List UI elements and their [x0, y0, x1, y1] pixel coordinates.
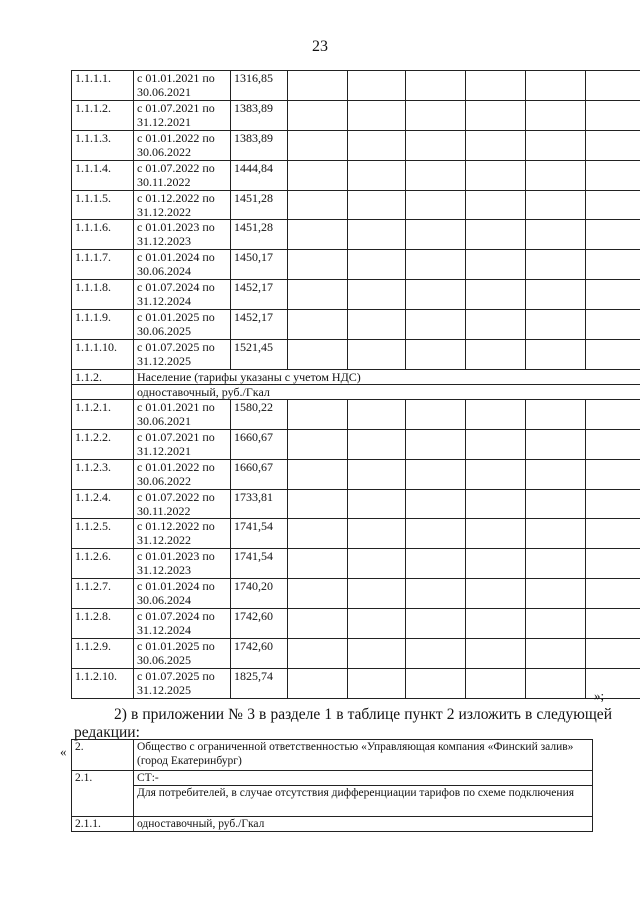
- empty-cell: [586, 429, 640, 459]
- empty-cell: [466, 609, 526, 639]
- empty-cell: [348, 130, 406, 160]
- empty-cell: [288, 100, 348, 130]
- table-row: [72, 310, 640, 340]
- empty-cell: [348, 310, 406, 340]
- section-title: Население (тарифы указаны с учетом НДС): [134, 369, 640, 384]
- table-row: [72, 429, 640, 459]
- empty-cell: [406, 190, 466, 220]
- row-period: с 01.07.2025 по 31.12.2025: [134, 668, 231, 698]
- empty-cell: [288, 459, 348, 489]
- empty-cell: [466, 489, 526, 519]
- empty-cell: [526, 609, 586, 639]
- table-row: [72, 399, 640, 429]
- row-value: 1521,45: [231, 340, 288, 370]
- row-period: с 01.01.2024 по 30.06.2024: [134, 579, 231, 609]
- row-code: 1.1.2.3.: [72, 459, 134, 489]
- empty-cell: [288, 579, 348, 609]
- empty-cell: [406, 130, 466, 160]
- rate-label: одноставочный, руб./Гкал: [134, 817, 593, 832]
- empty-cell: [466, 579, 526, 609]
- table-row: [72, 459, 640, 489]
- row-period: с 01.07.2022 по 30.11.2022: [134, 489, 231, 519]
- empty-cell: [586, 130, 640, 160]
- opening-quote: «: [60, 744, 67, 759]
- row-code: 1.1.2.2.: [72, 429, 134, 459]
- empty-cell: [288, 190, 348, 220]
- empty-cell: [586, 190, 640, 220]
- row-code: 1.1.2.5.: [72, 519, 134, 549]
- empty-cell: [586, 399, 640, 429]
- empty-cell: [526, 429, 586, 459]
- empty-cell: [586, 489, 640, 519]
- row-code: 1.1.1.6.: [72, 220, 134, 250]
- empty-cell: [586, 160, 640, 190]
- empty-cell: [466, 250, 526, 280]
- empty-cell: [526, 190, 586, 220]
- empty-cell: [406, 280, 466, 310]
- row-value: 1660,67: [231, 429, 288, 459]
- row-code: 1.1.1.10.: [72, 340, 134, 370]
- row-code: 1.1.1.4.: [72, 160, 134, 190]
- row-code: 1.1.1.2.: [72, 100, 134, 130]
- row-value: 1452,17: [231, 280, 288, 310]
- row-value: 1451,28: [231, 190, 288, 220]
- empty-cell: [466, 668, 526, 698]
- page-number: 23: [312, 38, 328, 55]
- empty-cell: [348, 668, 406, 698]
- empty-cell: [466, 130, 526, 160]
- tariff-rows-b: [72, 399, 640, 698]
- empty-cell: [288, 220, 348, 250]
- table-row: [72, 668, 640, 698]
- empty-cell: [348, 459, 406, 489]
- empty-cell: [406, 519, 466, 549]
- company-name: Общество с ограниченной ответственностью «Управляющая компания «Финский залив» (город Екатеринбург): [134, 740, 593, 771]
- empty-cell: [526, 668, 586, 698]
- empty-cell: [288, 549, 348, 579]
- empty-cell: [586, 310, 640, 340]
- section-header: [72, 369, 640, 399]
- row-value: 1450,17: [231, 250, 288, 280]
- empty-cell: [466, 190, 526, 220]
- row-code: 1.1.2.8.: [72, 609, 134, 639]
- empty-cell: [288, 250, 348, 280]
- row-value: 1580,22: [231, 399, 288, 429]
- empty-cell: [526, 579, 586, 609]
- empty-cell: [406, 250, 466, 280]
- closing-quote: »;: [594, 688, 605, 703]
- empty-cell: [466, 340, 526, 370]
- empty-cell: [348, 549, 406, 579]
- empty-cell: [526, 519, 586, 549]
- empty-cell: [586, 519, 640, 549]
- row-period: с 01.07.2024 по 31.12.2024: [134, 280, 231, 310]
- row-period: с 01.07.2021 по 31.12.2021: [134, 429, 231, 459]
- empty-cell: [406, 639, 466, 669]
- system-code: 2.1.: [72, 771, 134, 817]
- empty-cell: [406, 71, 466, 101]
- empty-cell: [406, 340, 466, 370]
- row-period: с 01.07.2021 по 31.12.2021: [134, 100, 231, 130]
- empty-cell: [466, 639, 526, 669]
- empty-cell: [406, 668, 466, 698]
- empty-cell: [586, 71, 640, 101]
- empty-cell: [466, 100, 526, 130]
- empty-cell: [466, 71, 526, 101]
- row-value: 1452,17: [231, 310, 288, 340]
- empty-cell: [586, 579, 640, 609]
- row-code: 1.1.2.1.: [72, 399, 134, 429]
- empty-cell: [348, 160, 406, 190]
- table-row: [72, 340, 640, 370]
- empty-cell: [288, 160, 348, 190]
- empty-cell: [288, 609, 348, 639]
- empty-cell: [466, 220, 526, 250]
- empty-cell: [466, 549, 526, 579]
- amendment-paragraph-line1: 2) в приложении № 3 в разделе 1 в таблице пункт 2 изложить в следующей: [114, 706, 612, 723]
- empty-cell: [586, 459, 640, 489]
- row-value: 1825,74: [231, 668, 288, 698]
- row-period: с 01.12.2022 по 31.12.2022: [134, 190, 231, 220]
- table-row: [72, 71, 640, 101]
- empty-cell: [288, 130, 348, 160]
- table-row: [72, 549, 640, 579]
- row-code: 1.1.1.7.: [72, 250, 134, 280]
- row-code: 1.1.2.10.: [72, 668, 134, 698]
- row-code: 1.1.1.1.: [72, 71, 134, 101]
- system-label: СТ:-: [134, 771, 593, 786]
- empty-cell: [288, 71, 348, 101]
- empty-cell: [526, 340, 586, 370]
- section-code: 1.1.2.: [72, 369, 134, 384]
- empty-cell: [348, 489, 406, 519]
- row-value: 1316,85: [231, 71, 288, 101]
- empty-cell: [466, 310, 526, 340]
- empty-cell: [586, 280, 640, 310]
- row-period: с 01.07.2025 по 31.12.2025: [134, 340, 231, 370]
- empty-cell: [406, 549, 466, 579]
- company-code: 2.: [72, 740, 134, 771]
- row-code: 1.1.1.3.: [72, 130, 134, 160]
- row-period: с 01.07.2024 по 31.12.2024: [134, 609, 231, 639]
- row-period: с 01.12.2022 по 31.12.2022: [134, 519, 231, 549]
- row-value: 1451,28: [231, 220, 288, 250]
- row-period: с 01.01.2021 по 30.06.2021: [134, 399, 231, 429]
- table-row: [72, 130, 640, 160]
- empty-cell: [288, 668, 348, 698]
- empty-cell: [586, 250, 640, 280]
- empty-cell: [288, 519, 348, 549]
- tariff-table: [71, 70, 640, 699]
- row-period: с 01.01.2025 по 30.06.2025: [134, 310, 231, 340]
- row-code: 1.1.1.8.: [72, 280, 134, 310]
- row-value: 1741,54: [231, 519, 288, 549]
- empty-cell: [526, 310, 586, 340]
- empty-cell: [466, 519, 526, 549]
- row-code: 1.1.1.5.: [72, 190, 134, 220]
- empty-cell: [348, 71, 406, 101]
- amendment-paragraph-line2: редакции:: [74, 724, 140, 741]
- empty-cell: [466, 280, 526, 310]
- table-row: [72, 280, 640, 310]
- empty-cell: [586, 100, 640, 130]
- row-value: 1383,89: [231, 130, 288, 160]
- table-row: [72, 190, 640, 220]
- company-table: [71, 739, 593, 832]
- row-value: 1383,89: [231, 100, 288, 130]
- empty-cell: [526, 130, 586, 160]
- empty-cell: [586, 220, 640, 250]
- empty-cell: [466, 399, 526, 429]
- empty-cell: [348, 340, 406, 370]
- row-value: 1742,60: [231, 609, 288, 639]
- empty-cell: [348, 609, 406, 639]
- empty-cell: [526, 71, 586, 101]
- empty-cell: [348, 250, 406, 280]
- rate-code: 2.1.1.: [72, 817, 134, 832]
- row-period: с 01.01.2022 по 30.06.2022: [134, 459, 231, 489]
- empty-cell: [406, 100, 466, 130]
- empty-cell: [466, 160, 526, 190]
- row-value: 1660,67: [231, 459, 288, 489]
- table-row: [72, 639, 640, 669]
- row-value: 1742,60: [231, 639, 288, 669]
- empty-cell: [288, 489, 348, 519]
- empty-cell: [526, 220, 586, 250]
- empty-cell: [348, 399, 406, 429]
- empty-cell: [406, 609, 466, 639]
- empty-cell: [526, 100, 586, 130]
- empty-cell: [586, 639, 640, 669]
- empty-cell: [288, 310, 348, 340]
- table-row: [72, 609, 640, 639]
- table-row: [72, 160, 640, 190]
- row-period: с 01.01.2021 по 30.06.2021: [134, 71, 231, 101]
- empty-cell: [406, 310, 466, 340]
- row-code: 1.1.2.4.: [72, 489, 134, 519]
- empty-cell: [466, 429, 526, 459]
- row-code: 1.1.1.9.: [72, 310, 134, 340]
- row-code: 1.1.2.6.: [72, 549, 134, 579]
- empty-cell: [466, 459, 526, 489]
- empty-cell: [406, 579, 466, 609]
- empty-cell: [526, 489, 586, 519]
- table-row: [72, 489, 640, 519]
- table-row: [72, 100, 640, 130]
- row-period: с 01.01.2023 по 31.12.2023: [134, 549, 231, 579]
- empty-cell: [288, 399, 348, 429]
- row-value: 1740,20: [231, 579, 288, 609]
- empty-cell: [288, 280, 348, 310]
- empty-cell: [348, 639, 406, 669]
- empty-cell: [406, 220, 466, 250]
- empty-cell: [348, 190, 406, 220]
- table-row: [72, 220, 640, 250]
- empty-cell: [348, 100, 406, 130]
- row-period: с 01.01.2024 по 30.06.2024: [134, 250, 231, 280]
- row-code: 1.1.2.9.: [72, 639, 134, 669]
- empty-cell: [526, 639, 586, 669]
- table-row: [72, 519, 640, 549]
- empty-cell: [586, 549, 640, 579]
- empty-cell: [348, 280, 406, 310]
- empty-cell: [526, 459, 586, 489]
- row-period: с 01.01.2023 по 31.12.2023: [134, 220, 231, 250]
- empty-cell: [526, 399, 586, 429]
- empty-cell: [406, 160, 466, 190]
- empty-cell: [348, 579, 406, 609]
- empty-cell: [526, 250, 586, 280]
- consumers-note: Для потребителей, в случае отсутствия дифференциации тарифов по схеме подключения: [134, 786, 593, 817]
- row-value: 1444,84: [231, 160, 288, 190]
- section-subtitle: одноставочный, руб./Гкал: [134, 384, 640, 399]
- row-period: с 01.01.2025 по 30.06.2025: [134, 639, 231, 669]
- empty-cell: [288, 429, 348, 459]
- empty-cell: [526, 160, 586, 190]
- empty-cell: [586, 609, 640, 639]
- section-code-continuation: [72, 384, 134, 399]
- table-row: [72, 250, 640, 280]
- empty-cell: [526, 549, 586, 579]
- empty-cell: [348, 220, 406, 250]
- row-period: с 01.01.2022 по 30.06.2022: [134, 130, 231, 160]
- empty-cell: [348, 429, 406, 459]
- tariff-rows-a: [72, 71, 640, 370]
- row-value: 1741,54: [231, 549, 288, 579]
- empty-cell: [406, 429, 466, 459]
- empty-cell: [526, 280, 586, 310]
- empty-cell: [406, 399, 466, 429]
- empty-cell: [586, 340, 640, 370]
- table-row: [72, 579, 640, 609]
- empty-cell: [288, 340, 348, 370]
- row-value: 1733,81: [231, 489, 288, 519]
- row-period: с 01.07.2022 по 30.11.2022: [134, 160, 231, 190]
- row-code: 1.1.2.7.: [72, 579, 134, 609]
- empty-cell: [406, 459, 466, 489]
- empty-cell: [288, 639, 348, 669]
- empty-cell: [348, 519, 406, 549]
- empty-cell: [406, 489, 466, 519]
